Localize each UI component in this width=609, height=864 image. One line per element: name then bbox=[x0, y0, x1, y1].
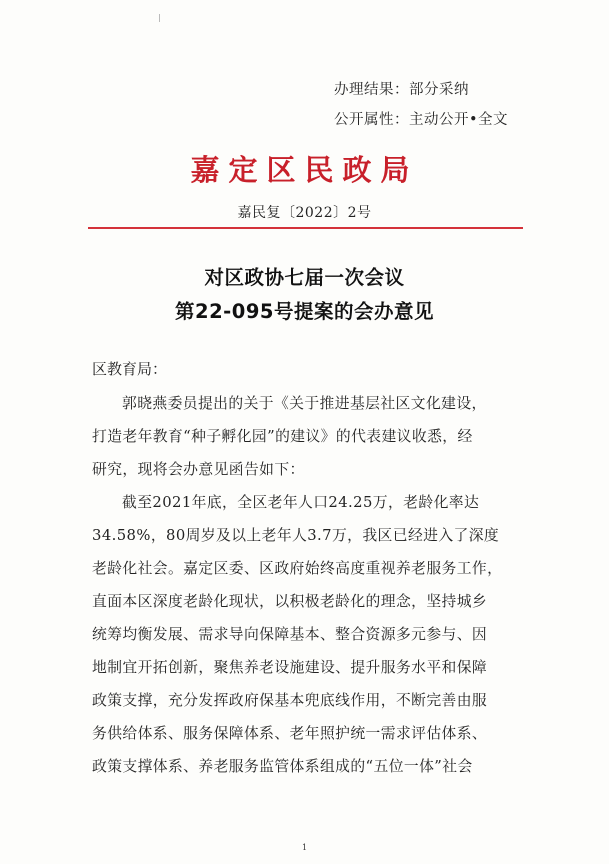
body-line: 统筹均衡发展、需求导向保障基本、整合资源多元参与、因 bbox=[92, 626, 488, 643]
red-divider bbox=[88, 227, 523, 229]
handling-result: 办理结果：部分采纳 bbox=[334, 82, 469, 98]
body-line: 政策支撑体系、养老服务监管体系组成的“五位一体”社会 bbox=[92, 758, 473, 775]
disclosure-attribute: 公开属性：主动公开•全文 bbox=[334, 112, 509, 128]
body-line: 地制宜开拓创新，聚焦养老设施建设、提升服务水平和保障 bbox=[92, 659, 488, 676]
body-line: 老龄化社会。嘉定区委、区政府始终高度重视养老服务工作， bbox=[92, 560, 503, 577]
title-line-1: 对区政协七届一次会议 bbox=[204, 266, 405, 289]
body-line: 截至2021年底，全区老年人口24.25万，老龄化率达 bbox=[122, 494, 480, 511]
body-line: 研究，现将会办意见函告如下： bbox=[92, 461, 305, 478]
body-line: 郭晓燕委员提出的关于《关于推进基层社区文化建设， bbox=[122, 395, 487, 412]
document-number: 嘉民复〔2022〕2号 bbox=[237, 205, 372, 221]
body-line: 务供给体系、服务保障体系、老年照护统一需求评估体系、 bbox=[92, 725, 488, 742]
title-line-2: 第22-095号提案的会办意见 bbox=[175, 300, 434, 323]
page-number: 1 bbox=[301, 843, 308, 852]
body-line: 34.58%，80周岁及以上老年人3.7万，我区已经进入了深度 bbox=[92, 527, 500, 544]
body-line: 直面本区深度老龄化现状，以积极老龄化的理念，坚持城乡 bbox=[92, 593, 488, 610]
scan-mark bbox=[159, 14, 160, 22]
agency-header: 嘉定区民政局 bbox=[190, 153, 419, 187]
body-line: 打造老年教育“种子孵化园”的建议》的代表建议收悉，经 bbox=[92, 428, 473, 445]
body-line: 政策支撑，充分发挥政府保基本兜底线作用，不断完善由服 bbox=[92, 692, 488, 709]
salutation: 区教育局： bbox=[92, 360, 168, 378]
